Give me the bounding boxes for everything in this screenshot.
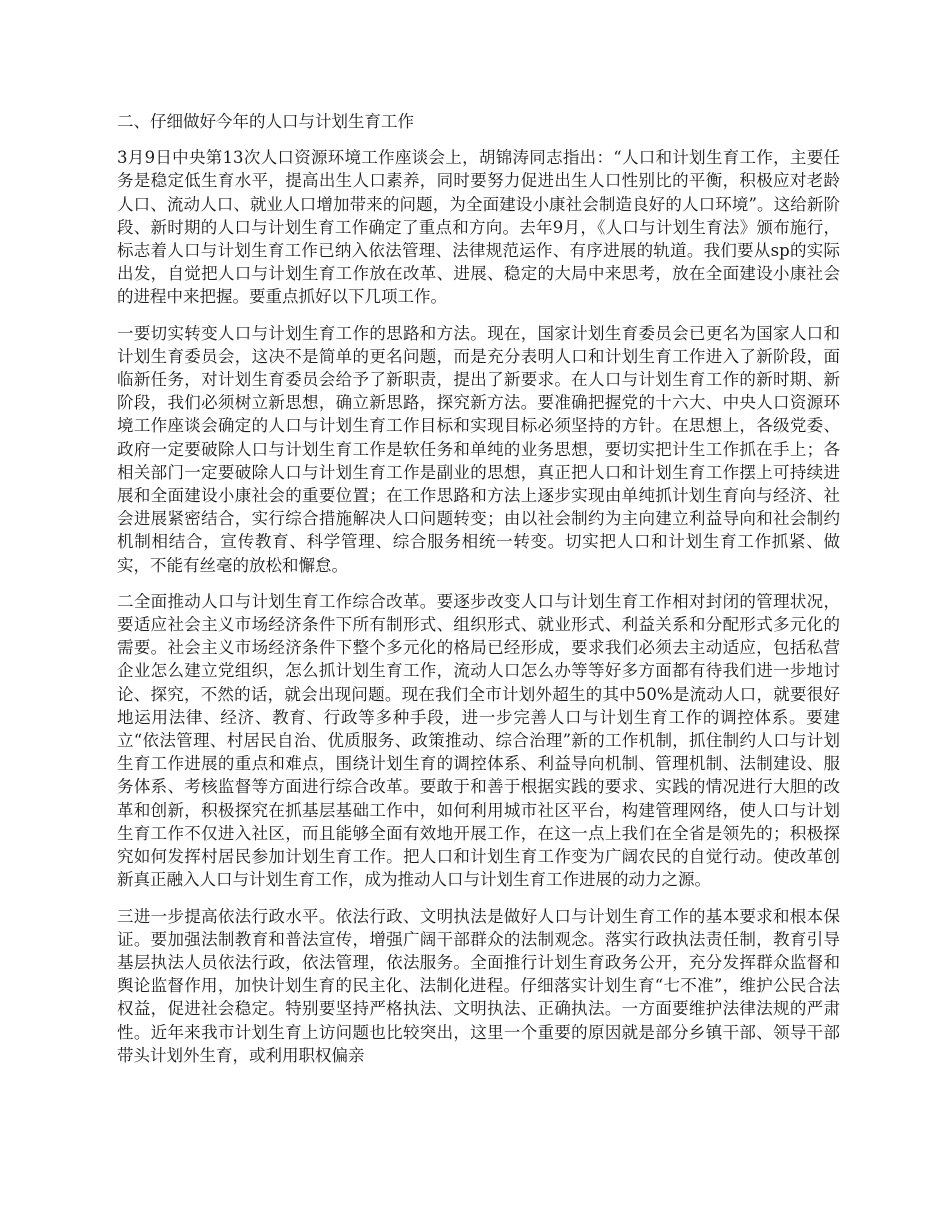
section-heading: 二、仔细做好今年的人口与计划生育工作: [117, 112, 414, 131]
paragraph-item-two: 二全面推动人口与计划生育工作综合改革。要逐步改变人口与计划生育工作相对封闭的管理状况，要适应社会主义市场经济条件下所有制形式、组织形式、就业形式、利益关系和分配形式多元化的需要。社会主义市场经济条件下整个多元化的格局已经形成，要求我们必须去主动适应，包括私营企业怎么建立党组织，怎么抓计划生育工作，流动人口怎么办等等好多方面都有待我们进一步地讨论、探究，不然的话，就会出现问题。现在我们全市计划外超生的其中50%是流动人口，就要很好地运用法律、经济、教育、行政等多种手段，进一步完善人口与计划生育工作的调控体系。要建立“依法管理、村居民自治、优质服务、政策推动、综合治理”新的工作机制，抓住制约人口与计划生育工作进展的重点和难点，围绕计划生育的调控体系、利益导向机制、管理机制、法制建设、服务体系、考核监督等方面进行综合改革。要敢于和善于根据实践的要求、实践的情况进行大胆的改革和创新，积极探究在抓基层基础工作中，如何利用城市社区平台，构建管理网络，使人口与计划生育工作不仅进入社区，而且能够全面有效地开展工作，在这一点上我们在全省是领先的；积极探究如何发挥村居民参加计划生育工作。把人口和计划生育工作变为广阔农民的自觉行动。使改革创新真正融入人口与计划生育工作，成为推动人口与计划生育工作进展的动力之源。: [117, 591, 840, 890]
document-body: [117, 110, 840, 1080]
paragraph-item-one: 一要切实转变人口与计划生育工作的思路和方法。现在，国家计划生育委员会已更名为国家人口和计划生育委员会，这决不是简单的更名问题，而是充分表明人口和计划生育工作进入了新阶段，面临新任务，对计划生育委员会给予了新职责，提出了新要求。在人口与计划生育工作的新时期、新阶段，我们必须树立新思想，确立新思路，探究新方法。要准确把握党的十六大、中央人口资源环境工作座谈会确定的人口与计划生育工作目标和实现目标必须坚持的方针。在思想上，各级党委、政府一定要破除人口与计划生育工作是软任务和单纯的业务思想，要切实把计生工作抓在手上；各相关部门一定要破除人口与计划生育工作是副业的思想，真正把人口和计划生育工作摆上可持续进展和全面建设小康社会的重要位置；在工作思路和方法上逐步实现由单纯抓计划生育向与经济、社会进展紧密结合，实行综合措施解决人口问题转变；由以社会制约为主向建立利益导向和社会制约机制相结合，宣传教育、科学管理、综合服务相统一转变。切实把人口和计划生育工作抓紧、做实，不能有丝毫的放松和懈怠。: [117, 323, 840, 575]
paragraph-intro: 3月9日中央第13次人口资源环境工作座谈会上，胡锦涛同志指出：“人口和计划生育工作，主要任务是稳定低生育水平，提高出生人口素养，同时要努力促进出生人口性别比的平衡，积极应对老龄人口、流动人口、就业人口增加带来的问题，为全面建设小康社会制造良好的人口环境”。这给新阶段、新时期的人口与计划生育工作确定了重点和方向。去年9月，《人口与计划生育法》颁布施行，标志着人口与计划生育工作已纳入依法管理、法律规范运作、有序进展的轨道。我们要从sp的实际出发，自觉把人口与计划生育工作放在改革、进展、稳定的大局中来思考，放在全面建设小康社会的进程中来把握。要重点抓好以下几项工作。: [117, 148, 840, 307]
paragraph-item-three: 三进一步提高依法行政水平。依法行政、文明执法是做好人口与计划生育工作的基本要求和根本保证。要加强法制教育和普法宣传，增强广阔干部群众的法制观念。落实行政执法责任制，教育引导基层执法人员依法行政，依法管理，依法服务。全面推行计划生育政务公开，充分发挥群众监督和舆论监督作用，加快计划生育的民主化、法制化进程。仔细落实计划生育“七不准”，维护公民合法权益，促进社会稳定。特别要坚持严格执法、文明执法、正确执法。一方面要维护法律法规的严肃性。近年来我市计划生育上访问题也比较突出，这里一个重要的原因就是部分乡镇干部、领导干部带头计划外生育，或利用职权偏亲: [117, 906, 840, 1065]
